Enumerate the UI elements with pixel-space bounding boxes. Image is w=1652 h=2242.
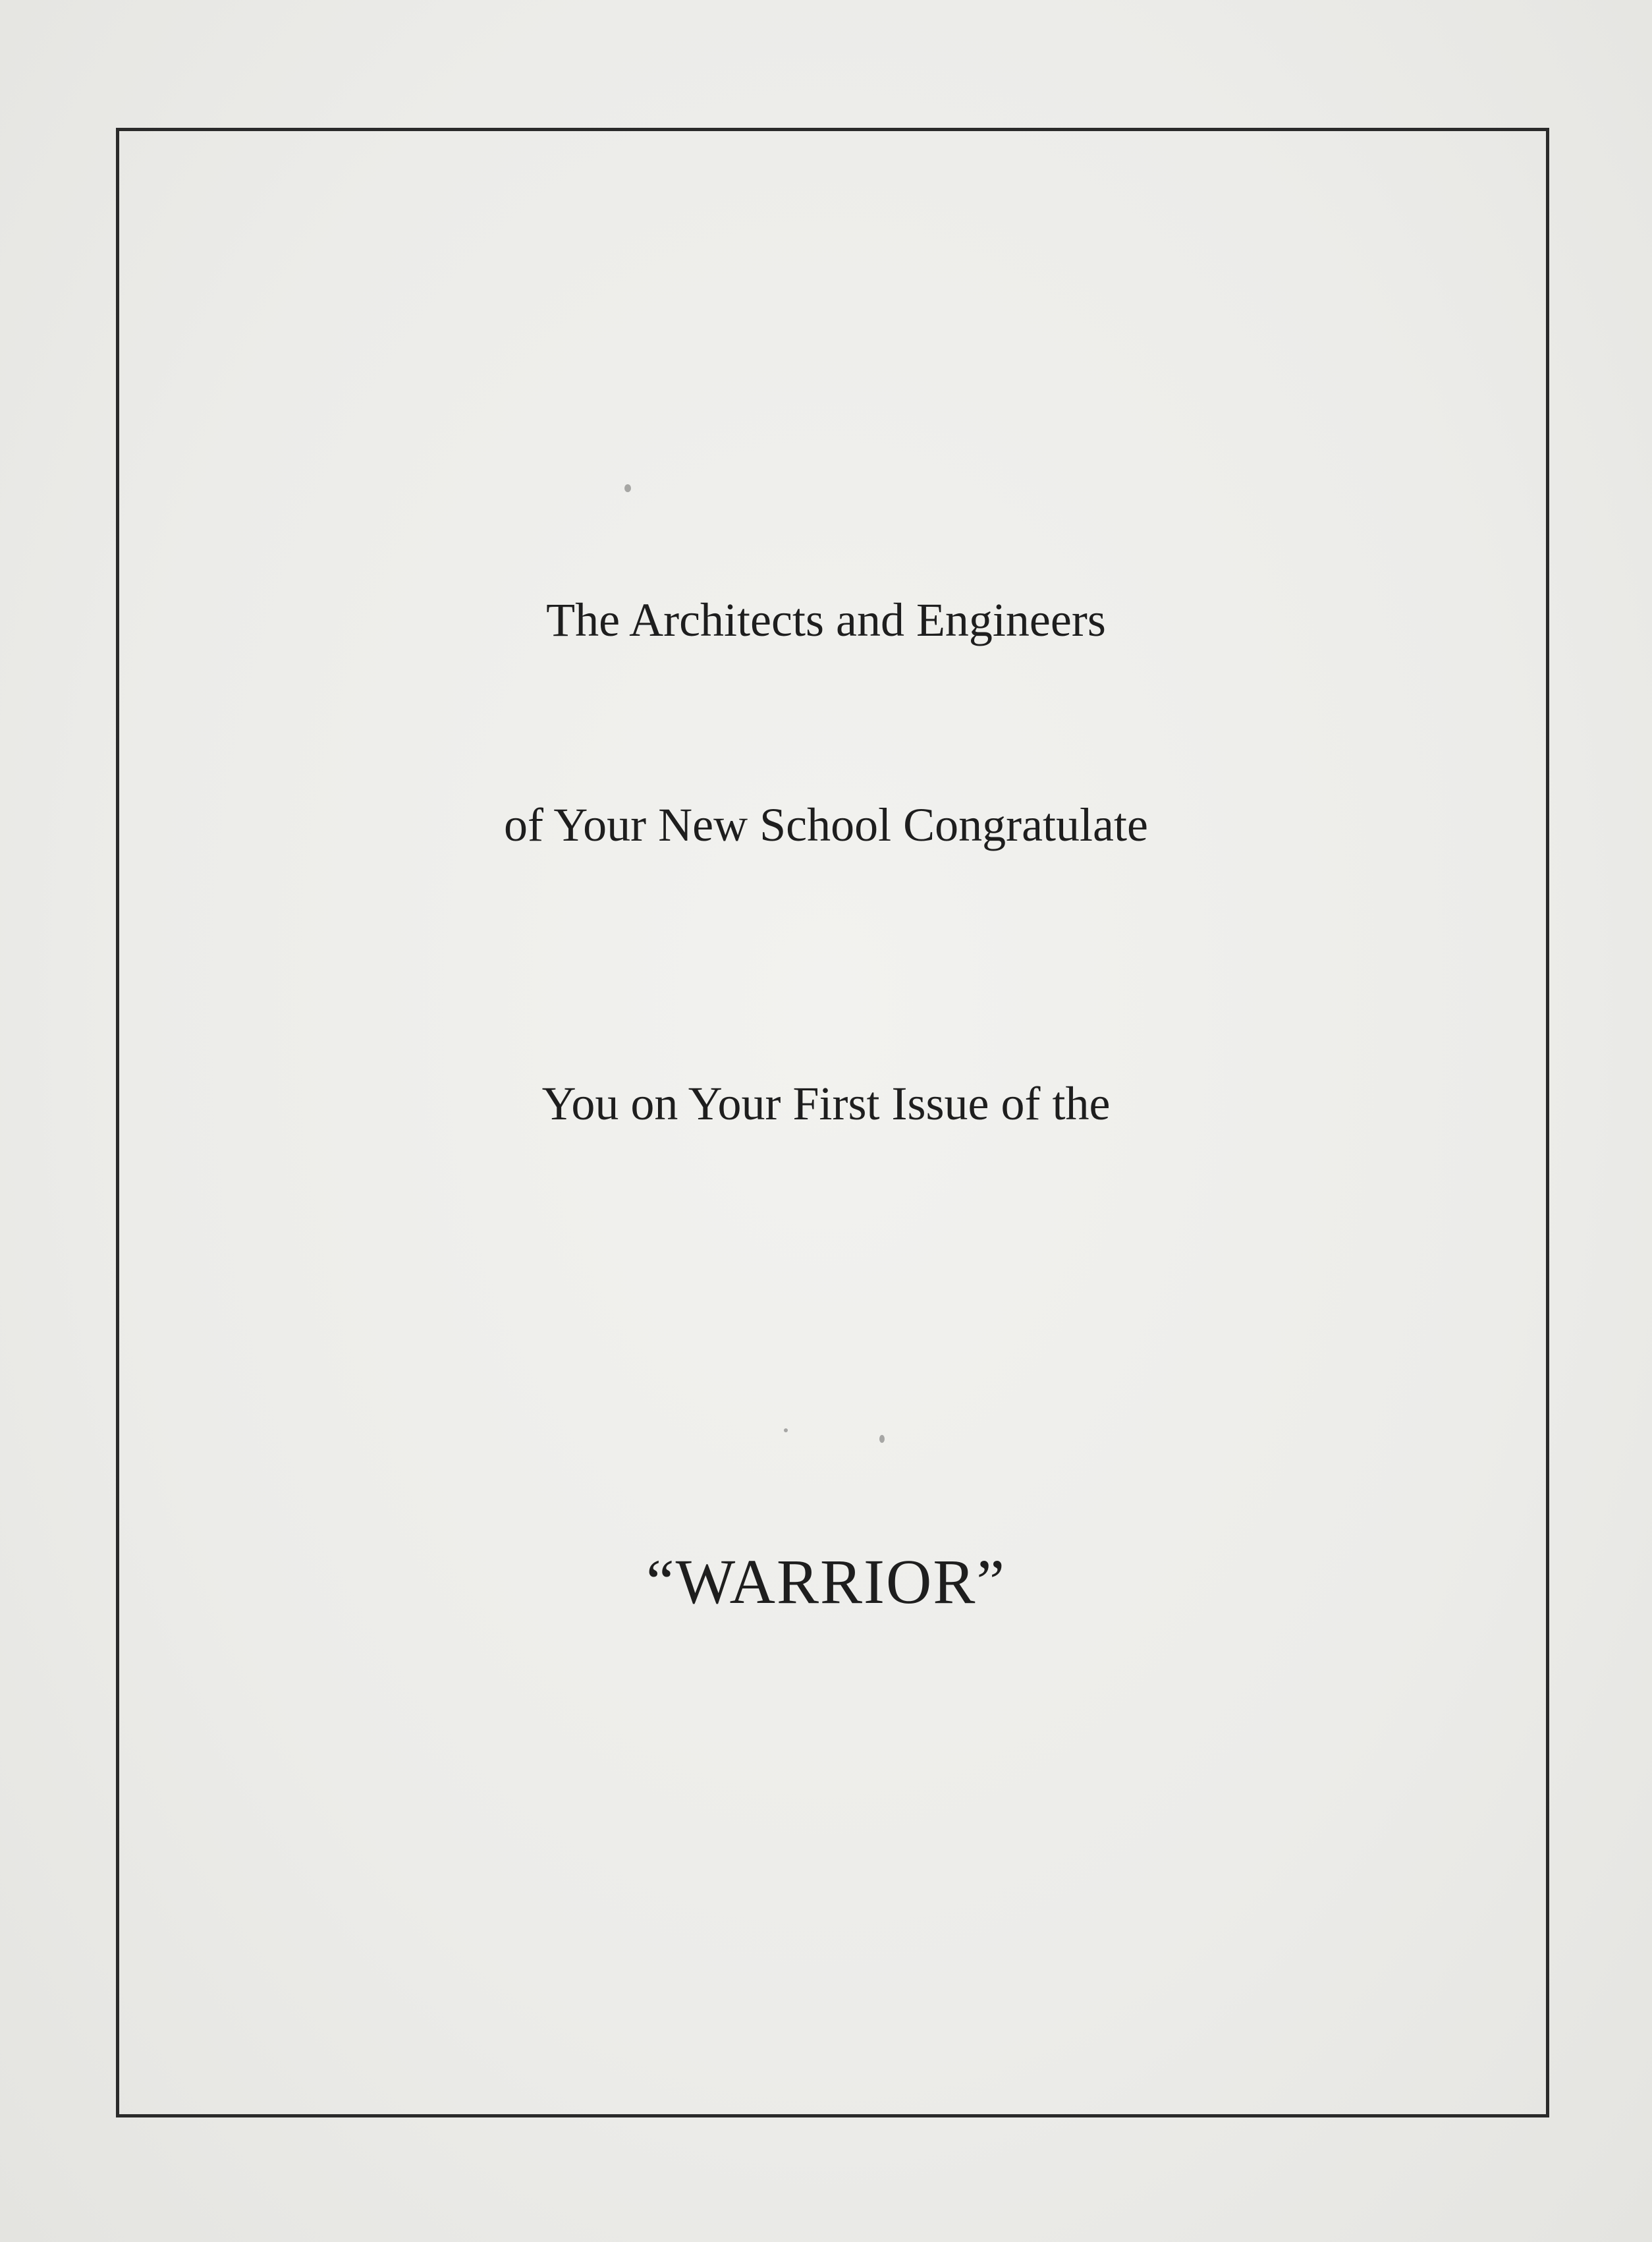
message-line-first-issue: You on Your First Issue of the bbox=[541, 1077, 1111, 1130]
message-line-congratulate: of Your New School Congratulate bbox=[504, 799, 1148, 851]
paper-speck bbox=[624, 484, 631, 492]
paper-speck bbox=[879, 1435, 885, 1443]
message-line-architects: The Architects and Engineers bbox=[546, 594, 1106, 646]
paper-speck bbox=[784, 1428, 788, 1432]
publication-title: “WARRIOR” bbox=[646, 1546, 1006, 1617]
